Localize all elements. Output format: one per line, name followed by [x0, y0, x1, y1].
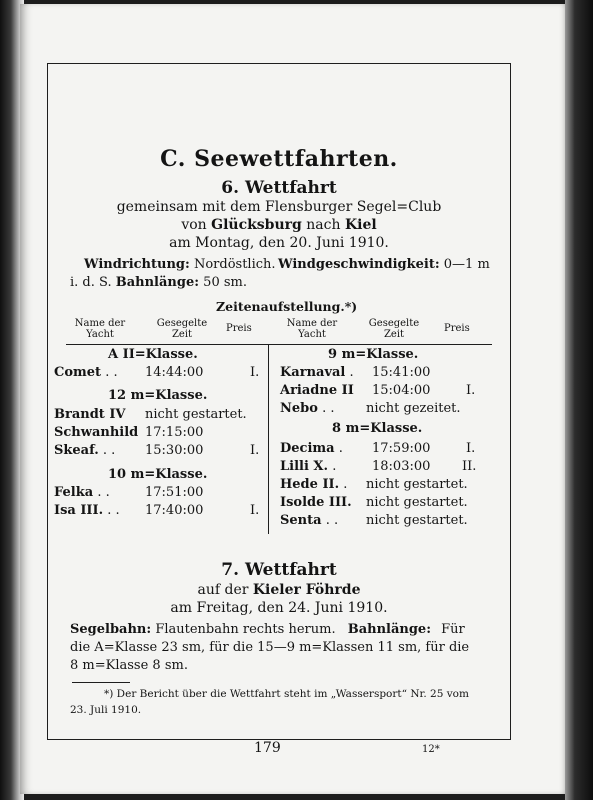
- sailed-time: nicht gestartet.: [366, 495, 468, 510]
- leader-dots: .: [343, 477, 348, 492]
- footnote-line1: *) Der Bericht über die Wettfahrt steht im „Wassersport“ Nr. 25 vom: [104, 688, 469, 700]
- table-row: [54, 503, 120, 518]
- yacht-name: Isa III.: [54, 503, 104, 518]
- length-value: Für: [441, 622, 465, 637]
- footnote-rule: [72, 682, 130, 683]
- leader-dots: . .: [325, 513, 339, 528]
- sailed-time: 17:59:00: [372, 441, 431, 456]
- leader-dots: .: [338, 441, 343, 456]
- table-header-rule: [66, 344, 492, 345]
- sailed-time: 17:15:00: [145, 425, 204, 440]
- signature-mark: 12*: [422, 744, 440, 755]
- yacht-name: Comet: [54, 365, 102, 380]
- prize: I.: [250, 365, 260, 380]
- col-header-time-left: Gesegelte Zeit: [156, 318, 208, 340]
- table-row: [280, 401, 334, 416]
- yacht-name: Decima: [280, 441, 335, 456]
- prize: I.: [466, 383, 476, 398]
- sailed-time: 17:51:00: [145, 485, 204, 500]
- col-header-name-right: Name der Yacht: [286, 318, 338, 340]
- table-row: [280, 365, 354, 380]
- leader-dots: .: [349, 365, 354, 380]
- class-12m: 12 m=Klasse.: [108, 388, 208, 403]
- sailed-time: nicht gestartet.: [145, 407, 247, 422]
- table-row: [280, 495, 352, 510]
- section-title: C. Seewettfahrten.: [160, 146, 398, 172]
- race7-line2: die A=Klasse 23 sm, für die 15—9 m=Klassen 11 sm, für die: [70, 640, 470, 655]
- wind-direction: [84, 257, 276, 272]
- line-prefix: i. d. S.: [70, 275, 112, 290]
- course-value: Flautenbahn rechts herum.: [155, 622, 336, 637]
- sailed-time: 15:04:00: [372, 383, 431, 398]
- race6-title: 6. Wettfahrt: [221, 178, 337, 198]
- times-heading: Zeitenaufstellung.*): [216, 299, 358, 314]
- col-header-name-left: Name der Yacht: [74, 318, 126, 340]
- sailed-time: nicht gezeitet.: [366, 401, 461, 416]
- book-page: [20, 4, 565, 794]
- yacht-name: Felka: [54, 485, 94, 500]
- race7-place-line: [48, 582, 510, 598]
- leader-dots: . .: [107, 503, 120, 518]
- table-row: [54, 443, 115, 458]
- table-row: [280, 513, 338, 528]
- place-prefix: auf der: [197, 582, 249, 598]
- route-to: Kiel: [344, 217, 377, 233]
- table-column-divider: [268, 344, 269, 534]
- race7-line3: 8 m=Klasse 8 sm.: [70, 658, 188, 673]
- table-row: [54, 425, 138, 440]
- route-from-prefix: von: [181, 217, 207, 233]
- leader-dots: .: [332, 459, 337, 474]
- course-length-label: Bahnlänge:: [115, 275, 200, 290]
- sailed-time: 17:40:00: [145, 503, 204, 518]
- prize: I.: [250, 503, 260, 518]
- table-row: [54, 485, 110, 500]
- yacht-name: Nebo: [280, 401, 318, 416]
- race6-club-line: gemeinsam mit dem Flensburger Segel=Club: [116, 199, 442, 215]
- table-row: [54, 407, 126, 422]
- prize: II.: [462, 459, 477, 474]
- leader-dots: . .: [97, 485, 110, 500]
- yacht-name: Senta: [280, 513, 322, 528]
- table-row: [280, 459, 336, 474]
- sailed-time: 15:41:00: [372, 365, 431, 380]
- footnote-line2: 23. Juli 1910.: [70, 704, 142, 716]
- yacht-name: Ariadne II: [280, 383, 354, 398]
- race7-course-line: [70, 622, 465, 637]
- wind-speed-value: 0—1 m: [443, 257, 490, 272]
- table-row: [280, 383, 354, 398]
- race6-date: am Montag, den 20. Juni 1910.: [169, 235, 389, 251]
- table-row: [280, 477, 347, 492]
- page-number: 179: [254, 740, 281, 756]
- route-mid: nach: [306, 217, 341, 233]
- leader-dots: . .: [105, 365, 118, 380]
- course-length-value: 50 sm.: [203, 275, 247, 290]
- wind-direction-value: Nordöstlich.: [193, 257, 276, 272]
- yacht-name: Isolde III.: [280, 495, 352, 510]
- course-label: Segelbahn:: [70, 622, 152, 637]
- sailed-time: 18:03:00: [372, 459, 431, 474]
- race6-route: [48, 217, 510, 233]
- route-from: Glücksburg: [211, 217, 302, 233]
- race7-date: am Freitag, den 24. Juni 1910.: [170, 600, 388, 616]
- text-frame: [47, 63, 511, 740]
- yacht-name: Schwanhild: [54, 425, 139, 440]
- sailed-time: nicht gestartet.: [366, 477, 468, 492]
- table-row: [280, 441, 343, 456]
- book-edge-right: [565, 0, 593, 800]
- yacht-name: Brandt IV: [54, 407, 126, 422]
- col-header-time-right: Gesegelte Zeit: [368, 318, 420, 340]
- yacht-name: Karnaval: [280, 365, 346, 380]
- wind-direction-label: Windrichtung:: [84, 257, 190, 272]
- prize: I.: [250, 443, 260, 458]
- sailed-time: 15:30:00: [145, 443, 204, 458]
- place-name: Kieler Föhrde: [252, 582, 361, 598]
- yacht-name: Lilli X.: [280, 459, 329, 474]
- class-a2: A II=Klasse.: [108, 347, 198, 362]
- yacht-name: Skeaf.: [54, 443, 99, 458]
- yacht-name: Hede II.: [280, 477, 340, 492]
- prize: I.: [466, 441, 476, 456]
- leader-dots: . .: [322, 401, 335, 416]
- wind-speed-label: Windgeschwindigkeit:: [278, 257, 440, 272]
- table-row: [54, 365, 118, 380]
- col-header-prize-right: Preis: [444, 323, 470, 334]
- race7-title: 7. Wettfahrt: [221, 560, 337, 580]
- sailed-time: 14:44:00: [145, 365, 204, 380]
- length-label: Bahnlänge:: [347, 622, 432, 637]
- class-9m: 9 m=Klasse.: [328, 347, 419, 362]
- wind-speed: [278, 257, 490, 272]
- class-10m: 10 m=Klasse.: [108, 467, 208, 482]
- col-header-prize-left: Preis: [226, 323, 252, 334]
- course-length-line: [70, 275, 247, 290]
- class-8m: 8 m=Klasse.: [332, 421, 423, 436]
- sailed-time: nicht gestartet.: [366, 513, 468, 528]
- leader-dots: . .: [102, 443, 116, 458]
